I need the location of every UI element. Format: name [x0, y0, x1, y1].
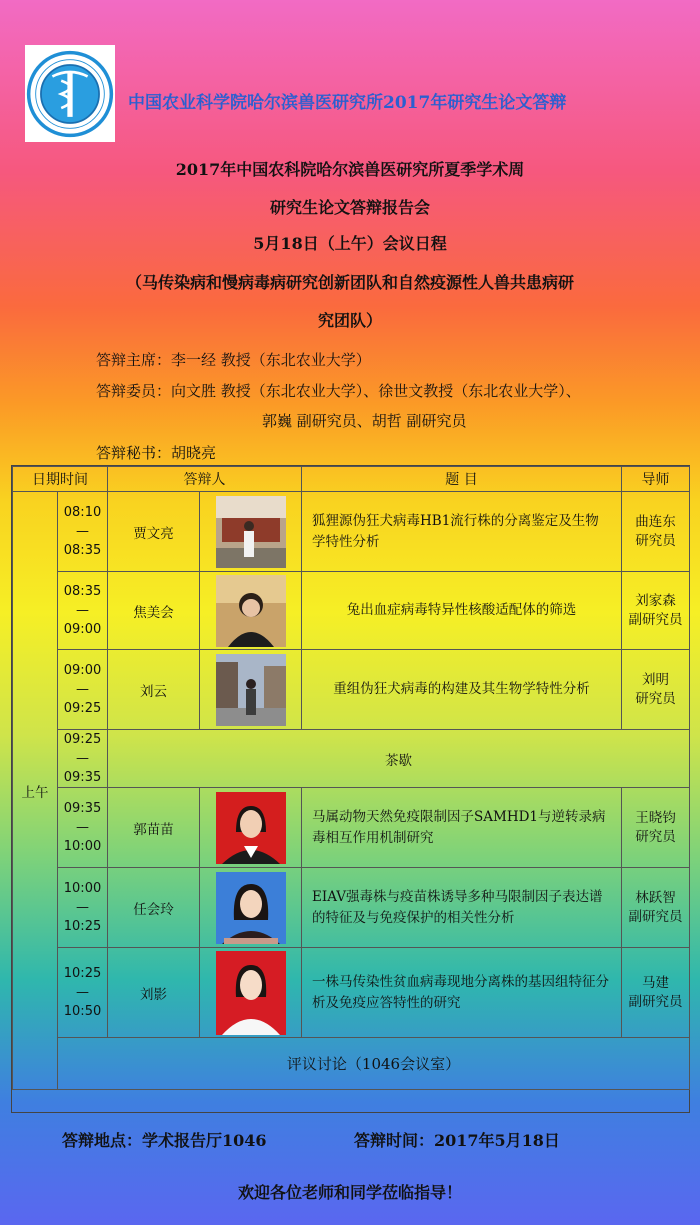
committee-chair: 答辩主席：李一经 教授（东北农业大学） — [96, 351, 371, 369]
topic-cell: 一株马传染性贫血病毒现地分离株的基因组特征分析及免疫应答特性的研究 — [302, 948, 622, 1038]
photo-id-blue-icon — [216, 872, 286, 944]
presenter-name: 焦美会 — [108, 572, 200, 650]
table-row — [13, 572, 690, 650]
institute-seal-icon — [26, 50, 114, 138]
photo-id-red-icon — [216, 792, 286, 864]
meeting-line-1: 2017年中国农科院哈尔滨兽医研究所夏季学术周 — [175, 160, 525, 179]
tutor-cell: 刘家森 副研究员 — [622, 572, 690, 650]
break-label: 茶歇 — [108, 730, 690, 788]
header-title: 中国农业科学院哈尔滨兽医研究所2017年研究生论文答辩 — [128, 93, 567, 113]
header-tutor: 导师 — [622, 467, 690, 492]
photo-outdoor-icon — [216, 496, 286, 568]
tutor-cell: 刘明 研究员 — [622, 650, 690, 730]
presenter-name: 刘云 — [108, 650, 200, 730]
institute-logo — [25, 45, 115, 142]
presenter-photo — [200, 948, 302, 1038]
meeting-line-2: 研究生论文答辩报告会 — [269, 198, 430, 217]
committee-members-1: 答辩委员：向文胜 教授（东北农业大学）、徐世文教授（东北农业大学）、 — [96, 382, 581, 400]
welcome-message: 欢迎各位老师和同学莅临指导！ — [237, 1183, 462, 1202]
topic-cell: 重组伪狂犬病毒的构建及其生物学特性分析 — [302, 650, 622, 730]
presenter-name: 贾文亮 — [108, 492, 200, 572]
committee-secretary: 答辩秘书：胡晓亮 — [96, 444, 217, 462]
time-cell: 09:35 — 10:00 — [58, 788, 108, 868]
table-row — [13, 492, 690, 572]
presenter-name: 刘影 — [108, 948, 200, 1038]
tutor-cell: 马建 副研究员 — [622, 948, 690, 1038]
schedule-table — [11, 465, 690, 1113]
table-row — [13, 868, 690, 948]
presenter-photo — [200, 572, 302, 650]
discussion-label: 评议讨论（1046会议室） — [58, 1038, 690, 1090]
meeting-line-3: 5月18日（上午）会议日程 — [253, 234, 447, 253]
tutor-cell: 林跃智 副研究员 — [622, 868, 690, 948]
committee-members-2: 郭巍 副研究员、胡哲 副研究员 — [262, 412, 467, 430]
table-row — [13, 948, 690, 1038]
topic-cell: EIAV强毒株与疫苗株诱导多种马限制因子表达谱的特征及与免疫保护的相关性分析 — [302, 868, 622, 948]
meeting-line-4: （马传染病和慢病毒病研究创新团队和自然疫源性人兽共患病研 — [125, 273, 574, 292]
period-cell: 上午 — [13, 492, 58, 1090]
discussion-row — [13, 1038, 690, 1090]
presenter-photo — [200, 788, 302, 868]
presenter-photo — [200, 492, 302, 572]
presenter-photo — [200, 650, 302, 730]
time-cell: 09:25 — 09:35 — [58, 730, 108, 788]
photo-outdoor-icon — [216, 654, 286, 726]
presenter-photo — [200, 868, 302, 948]
tutor-cell: 王晓钧 研究员 — [622, 788, 690, 868]
topic-cell: 兔出血症病毒特异性核酸适配体的筛选 — [302, 572, 622, 650]
header-presenter: 答辩人 — [108, 467, 302, 492]
break-row — [13, 730, 690, 788]
photo-id-red-icon — [216, 951, 286, 1035]
table-header-row — [13, 467, 690, 492]
defense-time: 答辩时间：2017年5月18日 — [354, 1131, 560, 1150]
time-cell: 09:00 — 09:25 — [58, 650, 108, 730]
tutor-cell: 曲连东 研究员 — [622, 492, 690, 572]
time-cell: 08:10 — 08:35 — [58, 492, 108, 572]
time-cell: 10:00 — 10:25 — [58, 868, 108, 948]
presenter-name: 郭苗苗 — [108, 788, 200, 868]
table-row — [13, 650, 690, 730]
table-row — [13, 788, 690, 868]
meeting-line-5: 究团队） — [317, 311, 382, 330]
photo-portrait-icon — [216, 575, 286, 647]
presenter-name: 任会玲 — [108, 868, 200, 948]
topic-cell: 狐狸源伪狂犬病毒HB1流行株的分离鉴定及生物学特性分析 — [302, 492, 622, 572]
header-date-time: 日期时间 — [13, 467, 108, 492]
defense-location: 答辩地点：学术报告厅1046 — [62, 1131, 267, 1150]
time-cell: 08:35 — 09:00 — [58, 572, 108, 650]
topic-cell: 马属动物天然免疫限制因子SAMHD1与逆转录病毒相互作用机制研究 — [302, 788, 622, 868]
header-topic: 题 目 — [302, 467, 622, 492]
time-cell: 10:25 — 10:50 — [58, 948, 108, 1038]
